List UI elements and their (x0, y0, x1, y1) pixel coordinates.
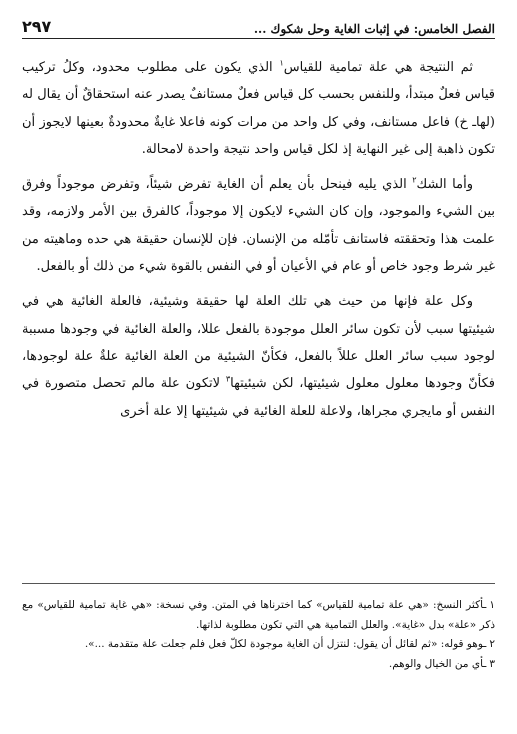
main-text (22, 54, 495, 425)
footnote-number: ٢ (489, 638, 495, 650)
footnote-1 (22, 596, 495, 635)
page-number: ٢٩٧ (22, 17, 52, 36)
footnote-number: ٣ (489, 657, 495, 670)
footnote-text: ـأكثر النسخ: «هي علة تمامية للقياس» كما اخترناها في المتن. وفي نسخة: «هي غاية تمامية للقياس» مع ذكر «علة» بدل «غاية». والعلل التمامية هي التي تكون مطلوبة لذاتها. (22, 599, 495, 631)
footnote-marker-3: ٣ (225, 374, 231, 384)
page-header (22, 14, 495, 36)
footnote-text: ـوهو قوله: «ثم لقائل أن يقول: لنتزل أن الغاية موجودة لكلّ فعل فلم جعلت علة متقدمة ...». (84, 638, 487, 650)
footnote-separator (22, 583, 495, 584)
footnote-text: ـأي من الخيال والوهم. (388, 657, 487, 670)
footnote-number: ١ (489, 599, 495, 611)
footnote-marker-1: ١ (279, 58, 284, 68)
paragraph-1 (22, 54, 495, 163)
paragraph-text: لاتكون علة مالم تحصل متصورة في النفس أو مايجري مجراها، ولاعلة للعلة الغائية في شيئيتها إلا علة أخرى (22, 376, 495, 419)
paragraph-text: وكل علة فإنها من حيث هي تلك العلة لها حقيقة وشيئية، فالعلة الغائية هي في شيئيتها سبب لأن تكون سائر العلل موجودة بالفعل عللا، والعلة الغائية في وجودها مسببة لوجود سبب سائر العلل عللاً بالفعل، فكأنّ الشيئية من العلة الغائية علةٌ علة لوجودها، فكأنّ وجودها معلول معلول شيئيتها، لكن شيئيتها (22, 294, 495, 392)
paragraph-text: ثم النتيجة هي علة تمامية للقياس (283, 60, 473, 75)
footnote-marker-2: ٢ (412, 175, 417, 185)
running-title: الفصل الخامس: في إثبات الغاية وحل شكوك ... (253, 22, 495, 36)
paragraph-text: الذي يكون على مطلوب محدود، وكلُ تركيب قياس فعلٌ مبتدأ، وللنفس بحسب كل قياس فعلٌ مستانفٌ يصدر عنه استحقاقٌ أن يقال له (لهاـ خ) فاعل مستانف، وفي كل واحد من مرات كونه فاعلا غايةٌ محدودةٌ بعينها لايجوز أن تكون ذاهبة إلى غير النهاية إذ لكل قياس واحد نتيجة واحدة لامحالة. (22, 60, 495, 157)
header-rule (22, 38, 495, 39)
footnote-2 (22, 635, 495, 655)
paragraph-2 (22, 171, 495, 280)
paragraph-text: وأما الشك (416, 177, 473, 193)
paragraph-3 (22, 288, 495, 424)
footnote-3 (22, 655, 495, 675)
paragraph-text: الذي يليه فينحل بأن يعلم أن الغاية تفرض شيئاً، وتفرض موجوداً وفرق بين الشيء والموجود، وإن كان الشيء لايكون إلا موجوداً، كالفرق بين الأمر ولازمه، وقد علمت هذا وتحققته فاستانف تأمّله من الإنسان. فإن للإنسان حقيقة هي حده وماهيته من غير شرط وجود خاص أو عام في الأعيان أو في النفس بالقوة شيء من ذلك أو بالفعل. (22, 177, 495, 275)
footnotes (22, 596, 495, 674)
